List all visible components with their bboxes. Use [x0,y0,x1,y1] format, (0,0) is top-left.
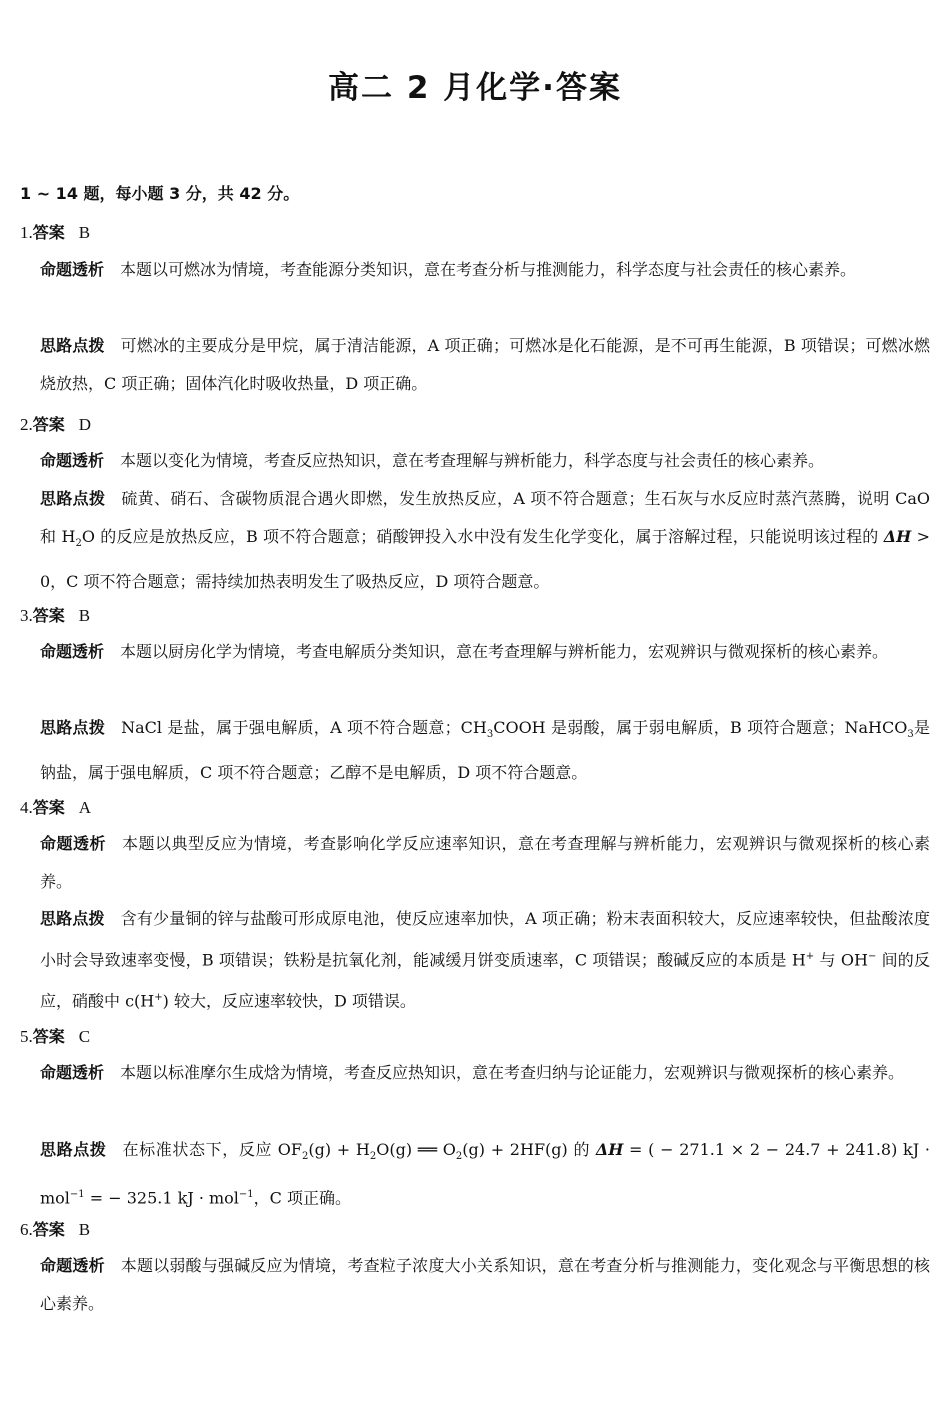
analysis-label: 命题透析 [40,1063,105,1082]
hint-text-c: O(g) ══ O [376,1140,456,1159]
answer-value: C [78,1027,91,1046]
question-number: 2. [20,415,33,434]
question-4-analysis [40,825,930,901]
hint-text-c: > 0，C 项不符合题意；需持续加热表明发生了吸热反应，D 项符合题意。 [40,527,930,592]
question-1-header [20,220,90,243]
question-number: 4. [20,798,33,817]
subscript: 2 [369,1151,377,1163]
hint-text-c: 是钠盐，属于强电解质，C 项不符合题意；乙醇不是电解质，D 项不符合题意。 [40,718,930,783]
delta-h-symbol: ΔH [595,1140,624,1159]
hint-text-b: (g) + H [308,1140,370,1159]
question-number: 5. [20,1027,33,1046]
hint-label: 思路点拨 [40,336,105,355]
hint-text: 可燃冰的主要成分是甲烷，属于清洁能源，A 项正确；可燃冰是化石能源，是不可再生能源，B 项错误；可燃冰燃烧放热，C 项正确；固体汽化时吸收热量，D 项正确。 [40,336,930,393]
analysis-label: 命题透析 [40,451,105,470]
question-1-hint [40,327,930,403]
hint-label: 思路点拨 [40,909,105,928]
question-5-analysis [40,1054,930,1092]
section-intro: 1 ~ 14 题，每小题 3 分，共 42 分。 [20,184,300,203]
question-number: 1. [20,223,33,242]
answer-label: 答案 [32,606,65,625]
answer-label: 答案 [32,798,65,817]
analysis-text: 本题以厨房化学为情境，考查电解质分类知识，意在考查理解与辨析能力，宏观辨识与微观探析的核心素养。 [120,642,889,661]
hint-text-a: 在标准状态下，反应 OF [122,1140,302,1159]
delta-h-symbol: ΔH [883,527,912,546]
hint-text-a: 含有少量铜的锌与盐酸可形成原电池，使反应速率加快，A 项正确；粉末表面积较大，反应速率较快，但盐酸浓度小时会导致速率变慢，B 项错误；铁粉是抗氧化剂，能减缓月饼变质速率，C 项错误；酸碱反应的本质是 H [40,909,930,970]
hint-text-c: 间的反应，硝酸中 c(H [40,950,930,1011]
superscript: −1 [238,1189,254,1201]
hint-text-b: O 的反应是放热反应，B 项不符合题意；硝酸钾投入水中没有发生化学变化，属于溶解过程，只能说明该过程的 [81,527,884,546]
question-3-hint [40,709,930,792]
hint-text-g: ，C 项正确。 [253,1188,352,1208]
question-5-header [20,1024,90,1047]
question-2-header [20,412,91,435]
hint-label: 思路点拨 [40,1140,107,1159]
hint-text-e: = ( − 271.1 × 2 − 24.7 + 241.8) kJ · mol [40,1140,930,1208]
hint-text-b: 与 OH [814,950,868,970]
question-2-analysis [40,442,930,480]
hint-label: 思路点拨 [40,489,106,508]
question-1-analysis [40,251,930,289]
answer-value: B [78,223,91,242]
analysis-label: 命题透析 [40,834,106,853]
hint-label: 思路点拨 [40,718,106,737]
analysis-text: 本题以典型反应为情境，考查影响化学反应速率知识，意在考查理解与辨析能力，宏观辨识与微观探析的核心素养。 [40,834,930,891]
superscript: −1 [69,1189,85,1201]
question-4-header [20,795,91,818]
hint-text-a: NaCl 是盐，属于强电解质，A 项不符合题意；CH [121,718,487,737]
analysis-text: 本题以标准摩尔生成焓为情境，考查反应热知识，意在考查归纳与论证能力，宏观辨识与微观探析的核心素养。 [120,1063,905,1082]
question-6-header [20,1217,90,1240]
question-number: 3. [20,606,33,625]
question-2-hint [40,480,930,601]
analysis-label: 命题透析 [40,1256,105,1275]
answer-label: 答案 [32,1220,65,1239]
analysis-text: 本题以弱酸与强碱反应为情境，考查粒子浓度大小关系知识，意在考查分析与推测能力，变化观念与平衡思想的核心素养。 [40,1256,930,1313]
question-3-analysis [40,633,930,671]
superscript: − [867,951,877,962]
analysis-text: 本题以可燃冰为情境，考查能源分类知识，意在考查分析与推测能力，科学态度与社会责任的核心素养。 [120,260,857,279]
answer-value: B [78,1220,91,1239]
hint-text-f: = − 325.1 kJ · mol [84,1188,239,1208]
question-4-hint [40,900,930,1021]
answer-value: B [78,606,91,625]
question-5-hint [40,1131,930,1218]
subscript: 2 [302,1151,309,1163]
answer-value: D [78,415,92,434]
subscript: 3 [486,729,494,741]
answer-label: 答案 [32,415,65,434]
superscript: + [805,951,815,962]
question-3-header [20,603,90,626]
hint-text-d: (g) + 2HF(g) 的 [462,1140,596,1159]
analysis-text: 本题以变化为情境，考查反应热知识，意在考查理解与辨析能力，科学态度与社会责任的核心素养。 [120,451,825,470]
subscript: 2 [75,538,82,550]
answer-label: 答案 [32,223,65,242]
question-number: 6. [20,1220,33,1239]
question-6-analysis [40,1247,930,1323]
hint-text-a: 硫黄、硝石、含碳物质混合遇火即燃，发生放热反应，A 项不符合题意；生石灰与水反应时蒸汽蒸腾，说明 CaO 和 H [40,489,930,546]
analysis-label: 命题透析 [40,260,105,279]
hint-text-d: ) 较大，反应速率较快，D 项错误。 [162,991,416,1011]
hint-text-b: COOH 是弱酸，属于弱电解质，B 项符合题意；NaHCO [493,718,908,737]
answer-value: A [78,798,92,817]
subscript: 2 [455,1151,463,1163]
page-title: 高二 2 月化学·答案 [328,70,622,106]
analysis-label: 命题透析 [40,642,105,661]
answer-label: 答案 [32,1027,65,1046]
subscript: 3 [907,729,914,741]
superscript: + [154,992,163,1004]
